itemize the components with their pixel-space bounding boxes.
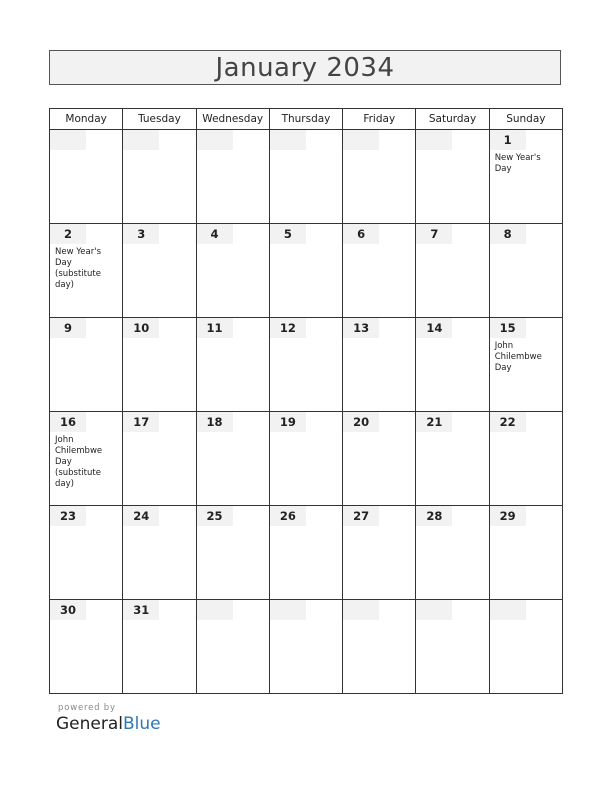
holiday-label: New Year's Day (substitute day) — [55, 247, 102, 290]
empty-day-cell — [196, 600, 269, 694]
day-cell — [50, 600, 123, 694]
day-cell — [123, 318, 196, 412]
empty-day-cell — [50, 130, 123, 224]
day-number — [50, 130, 86, 150]
day-number: 7 — [416, 224, 452, 244]
day-cell — [343, 412, 416, 506]
weekday-tuesday: Tuesday — [123, 109, 196, 130]
empty-day-cell — [343, 130, 416, 224]
day-number: 11 — [197, 318, 233, 338]
day-number — [343, 130, 379, 150]
day-number: 13 — [343, 318, 379, 338]
day-cell — [123, 412, 196, 506]
holiday-label: John Chilembwe Day — [494, 341, 542, 373]
week-row — [50, 130, 563, 224]
day-cell — [489, 224, 562, 318]
day-number: 6 — [343, 224, 379, 244]
day-number: 16 — [50, 412, 86, 432]
day-number: 17 — [123, 412, 159, 432]
day-cell — [489, 506, 562, 600]
holiday-label: New Year's Day — [494, 153, 541, 174]
empty-day-cell — [196, 130, 269, 224]
day-number: 12 — [270, 318, 306, 338]
week-row — [50, 224, 563, 318]
day-number: 31 — [123, 600, 159, 620]
empty-day-cell — [416, 600, 489, 694]
day-number — [416, 130, 452, 150]
day-cell — [416, 318, 489, 412]
day-number — [197, 130, 233, 150]
weekday-friday: Friday — [343, 109, 416, 130]
day-number: 29 — [490, 506, 526, 526]
empty-day-cell — [343, 600, 416, 694]
day-number: 27 — [343, 506, 379, 526]
day-number: 20 — [343, 412, 379, 432]
day-number: 2 — [50, 224, 86, 244]
day-number — [270, 130, 306, 150]
empty-day-cell — [416, 130, 489, 224]
day-number: 25 — [197, 506, 233, 526]
title-box — [49, 50, 561, 85]
week-row — [50, 600, 563, 694]
brand-blue: Blue — [123, 714, 161, 734]
day-cell — [50, 318, 123, 412]
day-cell — [196, 506, 269, 600]
empty-day-cell — [269, 130, 342, 224]
day-number — [123, 130, 159, 150]
empty-day-cell — [123, 130, 196, 224]
footer — [56, 703, 161, 734]
day-number — [270, 600, 306, 620]
day-number: 15 — [490, 318, 526, 338]
day-cell — [416, 506, 489, 600]
day-cell — [489, 130, 562, 224]
calendar-title: January 2034 — [215, 52, 395, 83]
week-row — [50, 318, 563, 412]
day-number: 23 — [50, 506, 86, 526]
day-number: 24 — [123, 506, 159, 526]
day-cell — [343, 318, 416, 412]
day-number: 8 — [490, 224, 526, 244]
day-cell — [269, 224, 342, 318]
brand-general: General — [56, 714, 123, 734]
day-cell — [416, 412, 489, 506]
week-row — [50, 506, 563, 600]
week-row — [50, 412, 563, 506]
day-cell — [123, 224, 196, 318]
empty-day-cell — [489, 600, 562, 694]
day-number: 26 — [270, 506, 306, 526]
calendar-grid — [49, 108, 563, 694]
day-cell — [123, 506, 196, 600]
day-cell — [50, 224, 123, 318]
day-number: 5 — [270, 224, 306, 244]
weekday-wednesday: Wednesday — [196, 109, 269, 130]
empty-day-cell — [269, 600, 342, 694]
day-number: 3 — [123, 224, 159, 244]
day-number: 18 — [197, 412, 233, 432]
day-cell — [269, 506, 342, 600]
day-number: 19 — [270, 412, 306, 432]
day-number — [416, 600, 452, 620]
day-cell — [50, 506, 123, 600]
day-cell — [50, 412, 123, 506]
day-cell — [343, 224, 416, 318]
day-cell — [196, 412, 269, 506]
day-cell — [196, 224, 269, 318]
day-number: 21 — [416, 412, 452, 432]
day-cell — [489, 412, 562, 506]
day-number: 30 — [50, 600, 86, 620]
day-cell — [269, 318, 342, 412]
day-number: 22 — [490, 412, 526, 432]
day-cell — [489, 318, 562, 412]
day-number: 10 — [123, 318, 159, 338]
day-cell — [416, 224, 489, 318]
day-number: 14 — [416, 318, 452, 338]
day-cell — [123, 600, 196, 694]
weekday-saturday: Saturday — [416, 109, 489, 130]
day-cell — [196, 318, 269, 412]
weekday-header-row — [50, 109, 563, 130]
day-number: 1 — [490, 130, 526, 150]
day-number: 28 — [416, 506, 452, 526]
holiday-label: John Chilembwe Day (substitute day) — [55, 435, 103, 489]
day-number: 4 — [197, 224, 233, 244]
weekday-monday: Monday — [50, 109, 123, 130]
day-number — [197, 600, 233, 620]
powered-by-text: powered by — [58, 703, 116, 713]
day-cell — [269, 412, 342, 506]
day-number — [490, 600, 526, 620]
day-number: 9 — [50, 318, 86, 338]
generalblue-logo[interactable] — [56, 714, 161, 734]
weekday-thursday: Thursday — [269, 109, 342, 130]
day-number — [343, 600, 379, 620]
weekday-sunday: Sunday — [489, 109, 562, 130]
day-cell — [343, 506, 416, 600]
